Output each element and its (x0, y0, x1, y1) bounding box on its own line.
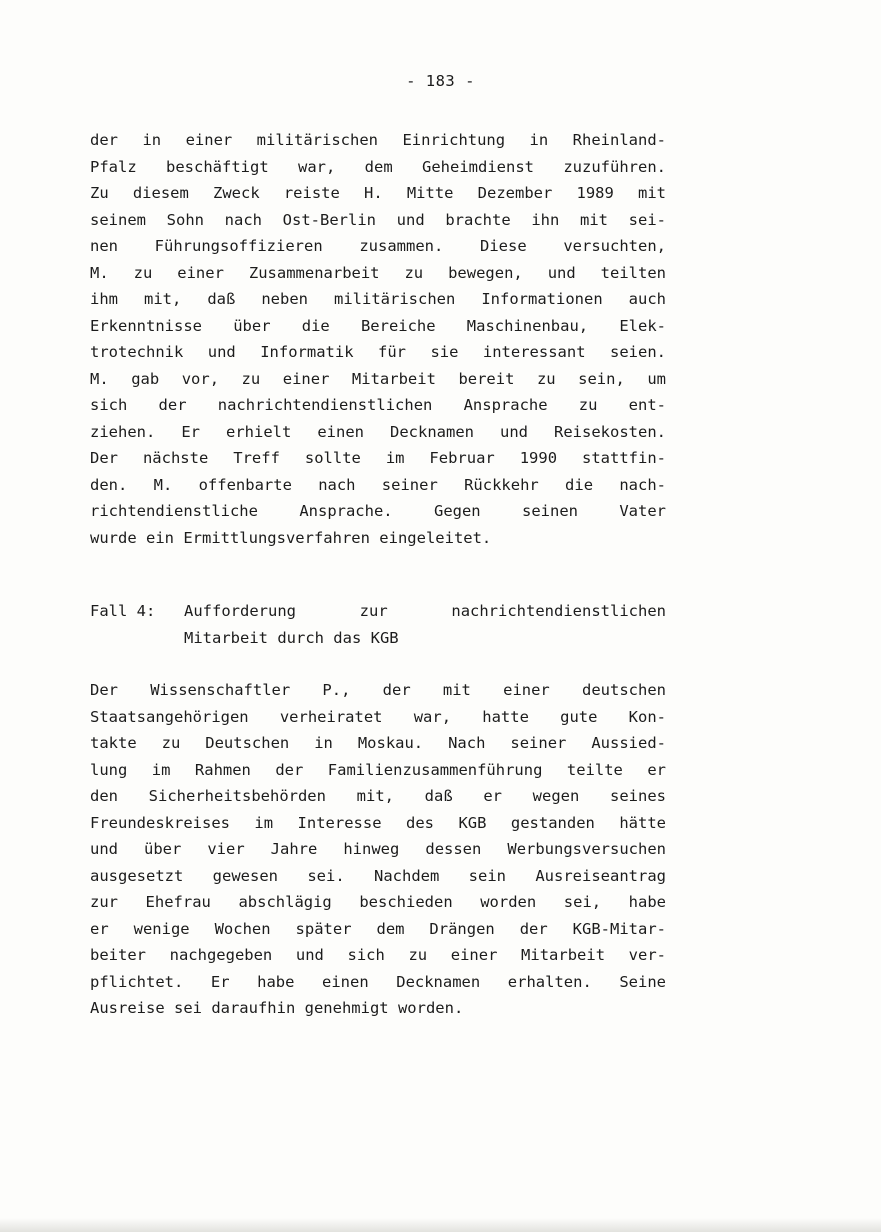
text-line: beiter nachgegeben und sich zu einer Mitarbeit ver- (90, 946, 666, 964)
text-line: Zu diesem Zweck reiste H. Mitte Dezember 1989 mit (90, 184, 666, 202)
text-line: er wenige Wochen später dem Drängen der KGB-Mitar- (90, 919, 666, 938)
scan-bottom-edge (0, 1218, 881, 1232)
text-line: wurde ein Ermittlungsverfahren eingeleitet. (90, 528, 492, 547)
text-line: sich der nachrichtendienstlichen Ansprache zu ent- (90, 396, 666, 414)
text-line: M. zu einer Zusammenarbeit zu bewegen, und teilten (90, 263, 666, 282)
text-line: der in einer militärischen Einrichtung in Rheinland- (90, 131, 666, 149)
text-line: richtendienstliche Ansprache. Gegen seinen Vater (90, 502, 666, 520)
text-line: zur Ehefrau abschlägig beschieden worden sei, habe (90, 893, 666, 911)
text-line: und über vier Jahre hinweg dessen Werbungsversuchen (90, 840, 666, 858)
text-line: lung im Rahmen der Familienzusammenführung teilte er (90, 760, 666, 779)
case-label: Fall 4: (90, 602, 156, 620)
text-line: nen Führungsoffizieren zusammen. Diese versuchten, (90, 237, 666, 255)
text-line: seinem Sohn nach Ost-Berlin und brachte ihn mit sei- (90, 210, 666, 229)
text-line: Erkenntnisse über die Bereiche Maschinenbau, Elek- (90, 316, 666, 335)
case-label-spacer (90, 625, 184, 652)
page-number: - 183 - (406, 72, 475, 90)
text-line: Der nächste Treff sollte im Februar 1990 stattfin- (90, 449, 666, 467)
text-line: den Sicherheitsbehörden mit, daß er wegen seines (90, 787, 666, 805)
case-heading-row-2 (90, 625, 666, 652)
text-line: Der Wissenschaftler P., der mit einer deutschen (90, 681, 666, 699)
text-line: M. gab vor, zu einer Mitarbeit bereit zu sein, um (90, 369, 666, 388)
text-line: takte zu Deutschen in Moskau. Nach seiner Aussied- (90, 734, 666, 752)
text-line: den. M. offenbarte nach seiner Rückkehr die nach- (90, 475, 666, 494)
paragraph-1 (90, 127, 666, 551)
case-heading (90, 598, 666, 651)
case-heading-row-1 (90, 598, 666, 625)
text-line: pflichtet. Er habe einen Decknamen erhalten. Seine (90, 972, 666, 991)
text-line: Ausreise sei daraufhin genehmigt worden. (90, 999, 464, 1017)
text-line: ziehen. Er erhielt einen Decknamen und Reisekosten. (90, 422, 666, 441)
case-title-line-1: Aufforderung zur nachrichtendienstlichen (184, 602, 666, 620)
text-line: Staatsangehörigen verheiratet war, hatte gute Kon- (90, 707, 666, 726)
text-line: ihm mit, daß neben militärischen Informationen auch (90, 290, 666, 308)
text-line: trotechnik und Informatik für sie interessant seien. (90, 343, 666, 361)
text-line: Freundeskreises im Interesse des KGB gestanden hätte (90, 813, 666, 832)
case-title-line-2: Mitarbeit durch das KGB (184, 628, 399, 647)
text-line: Pfalz beschäftigt war, dem Geheimdienst zuzuführen. (90, 157, 666, 176)
paragraph-2 (90, 677, 666, 1022)
text-line: ausgesetzt gewesen sei. Nachdem sein Ausreiseantrag (90, 866, 666, 885)
